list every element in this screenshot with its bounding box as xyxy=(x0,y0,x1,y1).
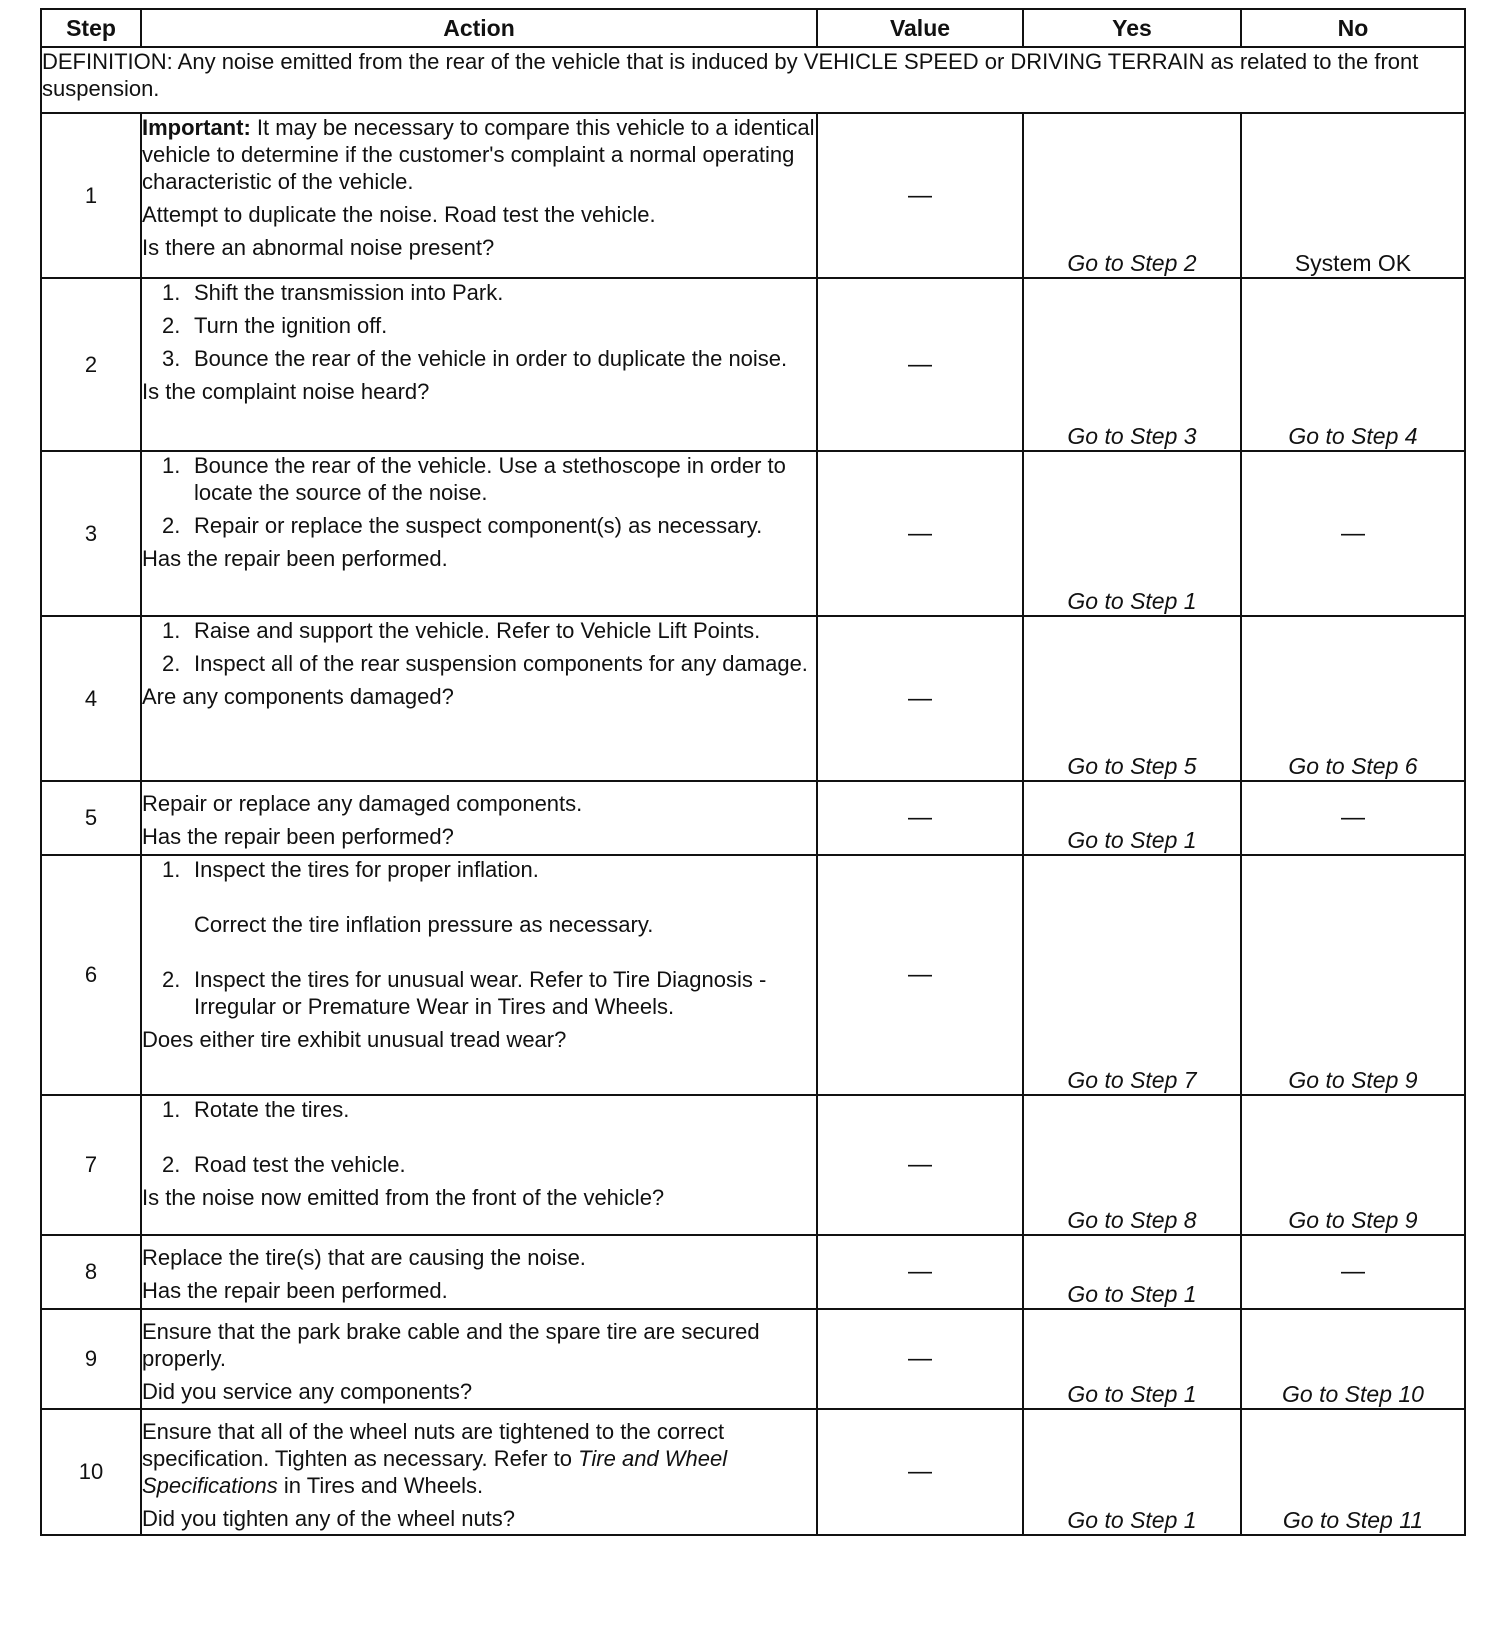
action-line: Attempt to duplicate the noise. Road test the vehicle. xyxy=(142,202,656,227)
action-cell xyxy=(141,1409,817,1535)
action-question: Did you service any components? xyxy=(142,1379,473,1404)
action-item: 1. Shift the transmission into Park. xyxy=(162,280,504,305)
table-row xyxy=(41,1235,1465,1309)
no-cell: — xyxy=(1241,781,1465,855)
value-cell: — xyxy=(817,278,1023,451)
no-cell: — xyxy=(1241,451,1465,616)
definition-text: DEFINITION: Any noise emitted from the rear of the vehicle that is induced by VEHICLE SPEED or DRIVING TERRAIN as related to the front suspension. xyxy=(41,47,1465,113)
action-item: 2. Turn the ignition off. xyxy=(162,313,388,338)
action-question: Does either tire exhibit unusual tread wear? xyxy=(142,1027,567,1052)
value-cell: — xyxy=(817,1095,1023,1235)
action-line: Ensure that all of the wheel nuts are tightened to the correct specification. Tighten as necessary. Refer to Tire and Wheel Specifications in Tires and Wheels. xyxy=(142,1419,728,1498)
action-item: 2. Repair or replace the suspect component(s) as necessary. xyxy=(162,513,763,538)
table-row xyxy=(41,616,1465,781)
table-row xyxy=(41,451,1465,616)
table-row xyxy=(41,1095,1465,1235)
action-cell xyxy=(141,113,817,278)
step-number: 10 xyxy=(41,1409,141,1535)
step-number: 1 xyxy=(41,113,141,278)
action-cell xyxy=(141,451,817,616)
action-question: Is the noise now emitted from the front of the vehicle? xyxy=(142,1185,665,1210)
value-cell: — xyxy=(817,1235,1023,1309)
action-question: Did you tighten any of the wheel nuts? xyxy=(142,1506,516,1531)
header-step: Step xyxy=(41,9,141,47)
action-cell xyxy=(141,781,817,855)
value-cell: — xyxy=(817,1409,1023,1535)
important-label: Important: xyxy=(142,115,251,140)
diagnostic-table xyxy=(40,8,1466,1536)
action-cell xyxy=(141,1309,817,1409)
no-cell: Go to Step 10 xyxy=(1241,1309,1465,1409)
value-cell: — xyxy=(817,616,1023,781)
no-cell: Go to Step 9 xyxy=(1241,855,1465,1095)
table-row xyxy=(41,781,1465,855)
action-item: 2. Inspect the tires for unusual wear. Refer to Tire Diagnosis - Irregular or Premature Wear in Tires and Wheels. xyxy=(162,967,767,1019)
yes-cell: Go to Step 1 xyxy=(1023,1409,1241,1535)
yes-cell: Go to Step 7 xyxy=(1023,855,1241,1095)
value-cell: — xyxy=(817,451,1023,616)
no-cell: System OK xyxy=(1241,113,1465,278)
header-no: No xyxy=(1241,9,1465,47)
action-question: Is the complaint noise heard? xyxy=(142,379,430,404)
action-question: Is there an abnormal noise present? xyxy=(142,235,495,260)
step-number: 8 xyxy=(41,1235,141,1309)
action-line: Ensure that the park brake cable and the spare tire are secured properly. xyxy=(142,1319,760,1371)
action-line: Replace the tire(s) that are causing the noise. xyxy=(142,1245,586,1270)
yes-cell: Go to Step 5 xyxy=(1023,616,1241,781)
action-cell xyxy=(141,1095,817,1235)
value-cell: — xyxy=(817,1309,1023,1409)
action-item: 1. Raise and support the vehicle. Refer to Vehicle Lift Points. xyxy=(162,618,761,643)
action-item: 3. Bounce the rear of the vehicle in order to duplicate the noise. xyxy=(162,346,788,371)
step-number: 2 xyxy=(41,278,141,451)
action-item: 1. Rotate the tires. xyxy=(162,1097,350,1122)
action-cell xyxy=(141,616,817,781)
action-line: Repair or replace any damaged components. xyxy=(142,791,583,816)
step-number: 6 xyxy=(41,855,141,1095)
table-row xyxy=(41,113,1465,278)
yes-cell: Go to Step 2 xyxy=(1023,113,1241,278)
action-cell xyxy=(141,855,817,1095)
table-row xyxy=(41,1409,1465,1535)
action-item: 2. Road test the vehicle. xyxy=(162,1152,406,1177)
action-item: 2. Inspect all of the rear suspension components for any damage. xyxy=(162,651,808,676)
action-question: Has the repair been performed. xyxy=(142,546,448,571)
action-question: Has the repair been performed? xyxy=(142,824,454,849)
step-number: 7 xyxy=(41,1095,141,1235)
step-number: 9 xyxy=(41,1309,141,1409)
value-cell: — xyxy=(817,113,1023,278)
no-cell: Go to Step 4 xyxy=(1241,278,1465,451)
header-action: Action xyxy=(141,9,817,47)
yes-cell: Go to Step 1 xyxy=(1023,1309,1241,1409)
action-cell xyxy=(141,1235,817,1309)
yes-cell: Go to Step 1 xyxy=(1023,1235,1241,1309)
yes-cell: Go to Step 1 xyxy=(1023,781,1241,855)
table-row xyxy=(41,1309,1465,1409)
no-cell: — xyxy=(1241,1235,1465,1309)
header-yes: Yes xyxy=(1023,9,1241,47)
value-cell: — xyxy=(817,855,1023,1095)
action-cell xyxy=(141,278,817,451)
no-cell: Go to Step 9 xyxy=(1241,1095,1465,1235)
table-row xyxy=(41,278,1465,451)
action-subtext: Correct the tire inflation pressure as necessary. xyxy=(194,912,654,937)
step-number: 4 xyxy=(41,616,141,781)
yes-cell: Go to Step 1 xyxy=(1023,451,1241,616)
spec-reference: Tire and Wheel Specifications xyxy=(142,1446,728,1498)
important-text: It may be necessary to compare this vehicle to a identical vehicle to determine if the customer's complaint a normal operating characteristic of the vehicle. xyxy=(142,115,815,194)
step-number: 5 xyxy=(41,781,141,855)
step-number: 3 xyxy=(41,451,141,616)
yes-cell: Go to Step 8 xyxy=(1023,1095,1241,1235)
definition-row xyxy=(41,47,1465,113)
action-question: Are any components damaged? xyxy=(142,684,454,709)
no-cell: Go to Step 11 xyxy=(1241,1409,1465,1535)
table-row xyxy=(41,855,1465,1095)
header-row xyxy=(41,9,1465,47)
action-item: 1. Inspect the tires for proper inflation. xyxy=(162,857,539,882)
no-cell: Go to Step 6 xyxy=(1241,616,1465,781)
yes-cell: Go to Step 3 xyxy=(1023,278,1241,451)
value-cell: — xyxy=(817,781,1023,855)
header-value: Value xyxy=(817,9,1023,47)
action-item: 1. Bounce the rear of the vehicle. Use a stethoscope in order to locate the source of the noise. xyxy=(162,453,786,505)
important-note xyxy=(142,114,816,195)
action-question: Has the repair been performed. xyxy=(142,1278,448,1303)
